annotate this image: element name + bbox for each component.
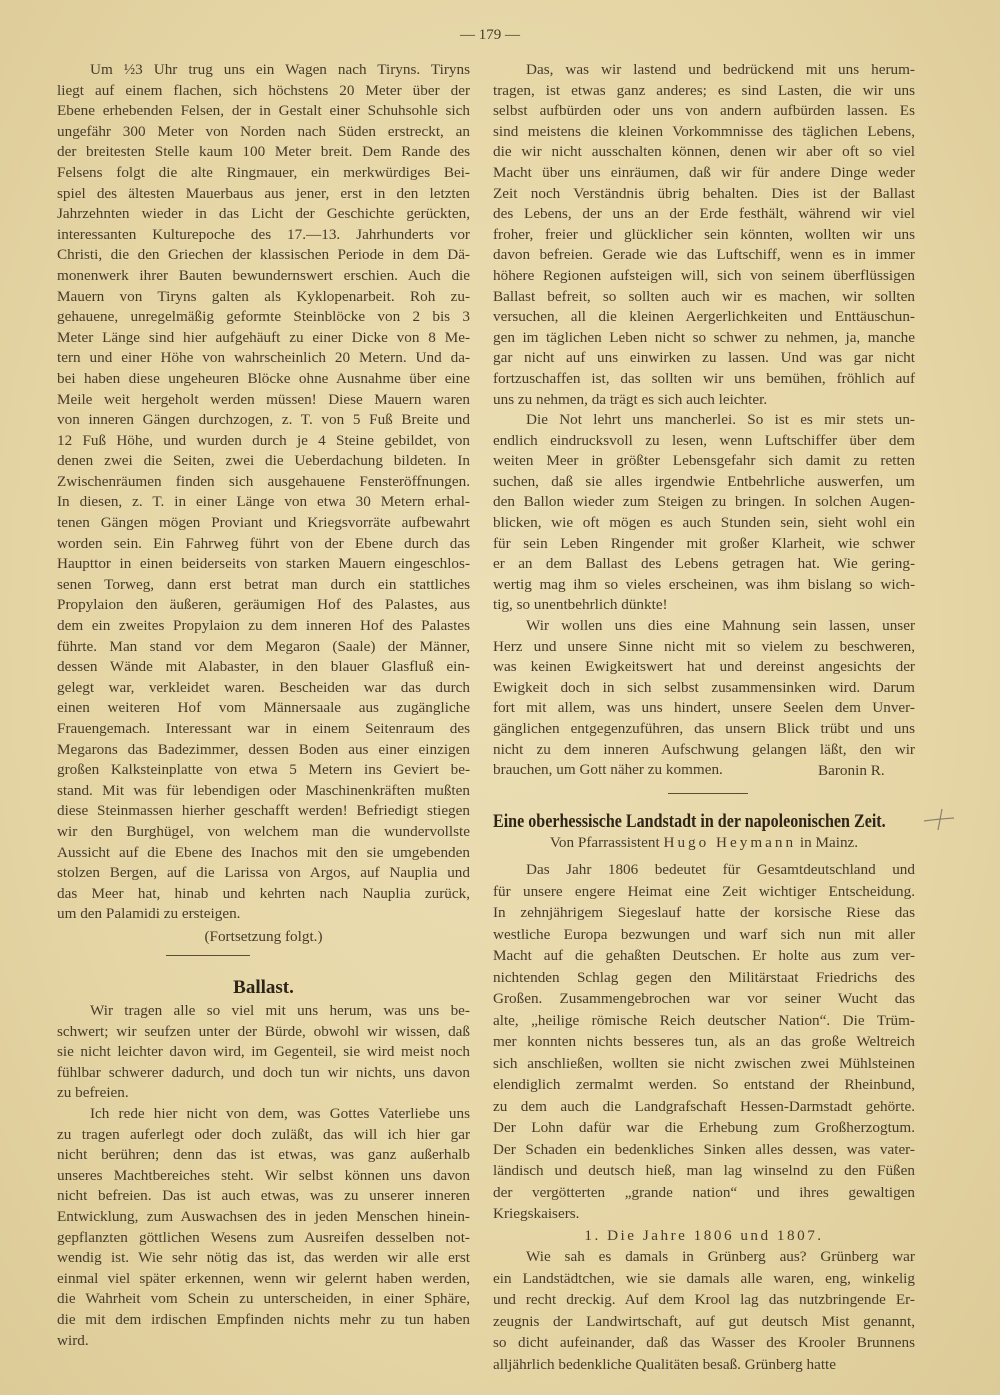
- text-line: schwert; wir seufzen unter der Bürde, obwohl wir wissen, daß: [57, 1022, 470, 1040]
- text-line: Ich rede hier nicht von dem, was Gottes Vaterliebe uns: [90, 1104, 470, 1122]
- paragraph: [493, 60, 915, 410]
- text-line: Großen. Zusammengebrochen war vor seiner Wucht das: [493, 990, 915, 1007]
- text-line: fortzuschaffen ist, das sollten wir uns bemühen, fröhlich auf: [493, 369, 915, 387]
- text-line: Jahrzehnten wieder in das Licht der Geschichte gerückten,: [57, 205, 470, 223]
- text-line: gen im täglichen Leben nicht so schwer zu nehmen, ja, manche: [493, 328, 915, 346]
- text-line: gepflanzten göttlichen Wesens zum Ausreifen desselben not-: [57, 1228, 470, 1246]
- section-divider: [668, 793, 748, 794]
- text-line: Zwischenräumen finden sich ausgehauene Fensteröffnungen.: [57, 472, 470, 490]
- text-line: nicht zu dem inneren Aufschwung gelangen läßt, den wir: [493, 740, 915, 758]
- text-line: selbst aufbürden oder uns von andern aufbürden lassen. Es: [493, 102, 915, 120]
- text-line: Meter Länge sind hier aufgehäuft zu einer Dicke von 8 Me-: [57, 328, 470, 346]
- text-line: die mit dem irdischen Empfinden nichts mehr zu tun haben: [57, 1310, 470, 1328]
- text-line: spiel des ältesten Mauerbaus aus jener, erst in den letzten: [57, 184, 470, 202]
- text-line: zeugnis der Landwirtschaft, auf gut deutsch Mist genannt,: [493, 1312, 915, 1330]
- text-line: gar nicht auf uns einwirken zu lassen. Und was gar nicht: [493, 349, 915, 367]
- byline-suffix: in Mainz.: [799, 834, 859, 851]
- paragraph: [57, 1001, 470, 1104]
- text-line: des Lebens, der uns an der Erde festhält, während wir viel: [493, 205, 915, 223]
- text-line: Megarons das Badezimmer, dessen Boden aus einer einzigen: [57, 740, 470, 758]
- text-line: das Meer hat, hinab und kehrten nach Nauplia zurück,: [57, 884, 470, 902]
- text-line: zu befreien.: [57, 1084, 129, 1102]
- text-line: tragen, ist etwas ganz anderes; es sind Lasten, die wir uns: [493, 81, 915, 99]
- paragraph: [493, 859, 915, 1225]
- text-line: Wir wollen uns dies eine Mahnung sein lassen, unser: [526, 617, 915, 635]
- text-line: für sein Leben Ringender mit großer Klarheit, wie schwer: [493, 534, 915, 552]
- text-line: Die Not lehrt uns mancherlei. So ist es mir stets un-: [526, 411, 915, 429]
- text-line: der breitesten Stelle kaum 100 Meter breit. Dem Rande des: [57, 143, 470, 161]
- article-body: [493, 859, 915, 1375]
- ballast-article-start: [57, 1001, 470, 1351]
- text-line: dem ein zweites Propylaion zu dem inneren Hof des Palastes: [57, 617, 470, 635]
- text-line: suchen, daß sie alles irgendwie Entbehrliche auswerfen, um: [493, 472, 915, 490]
- text-line: was keinen Ewigkeitswert hat und dereinst angesichts der: [493, 658, 915, 676]
- text-line: monenwerk ihrer Bauten bewundernswert erschien. Auch die: [57, 266, 470, 284]
- text-line: so dicht aufeinander, daß das Wasser des Krooler Brunnens: [493, 1334, 915, 1351]
- text-line: einen weiteren Hof vom Männersaale aus zugängliche: [57, 699, 470, 717]
- text-line: Propylaion den äußeren, geräumigen Hof des Palastes, aus: [57, 596, 470, 614]
- article-title: Eine oberhessische Landstadt in der napoleonischen Zeit.: [493, 811, 886, 832]
- text-line: stolzen Bergen, auf die Larissa von Argos, auf Nauplia und: [57, 864, 470, 882]
- continuation-note: (Fortsetzung folgt.): [204, 928, 323, 945]
- text-line: versuchen, all die kleinen Aergerlichkeiten und Enttäuschun-: [493, 308, 915, 326]
- text-line: für unsere engere Heimat eine Zeit wichtiger Entscheidung.: [493, 882, 915, 900]
- text-line: zu tragen auferlegt oder doch zuläßt, das will ich hier gar: [57, 1125, 470, 1143]
- text-line: liegt auf einem flachen, sich höchstens 20 Meter über der: [57, 81, 470, 99]
- text-line: Der Lohn dafür war die Erhebung zum Großherzogtum.: [493, 1119, 915, 1136]
- text-line: Haupttor in einen beiderseits von starken Mauern eingeschlos-: [57, 555, 470, 573]
- author-signature: Baronin R.: [818, 762, 885, 779]
- text-line: Felsens folgt die alte Ringmauer, ein merkwürdiges Bei-: [57, 163, 470, 181]
- text-line: Macht über uns einräumen, daß wir für andere Dinge weder: [493, 163, 915, 181]
- text-line: tern und einer Höhe von wahrscheinlich 20 Metern. Und da-: [57, 349, 470, 367]
- text-line: und recht dreckig. Auf dem Krool lag das nutzbringende Er-: [493, 1291, 915, 1308]
- text-line: sie nicht leichter davon wird, im Gegenteil, sie wird meist noch: [57, 1043, 470, 1061]
- text-line: führte. Man stand vor dem Megaron (Saale) der Männer,: [57, 637, 470, 655]
- text-line: einmal viel später erkennen, wenn wir gelernt haben werden,: [57, 1269, 470, 1287]
- text-line: großen Kalksteinplatte von etwa 5 Metern ins Geviert be-: [57, 761, 470, 779]
- text-line: wertig mag ihm so vieles erscheinen, was ihm bislang so wich-: [493, 575, 915, 593]
- page-number: — 179 —: [460, 27, 520, 43]
- text-line: blicken, wie oft mögen es auch Stunden sein, sieht wohl ein: [493, 514, 915, 532]
- text-line: unseres Machtbereiches steht. Wir selbst können uns davon: [57, 1166, 470, 1184]
- text-line: fort mit allem, was uns hindert, unsere Seelen dem Unver-: [493, 699, 915, 717]
- text-line: In diesen, z. T. in einer Länge von etwa 30 Metern erhal-: [57, 493, 470, 511]
- text-line: Wir tragen alle so viel mit uns herum, was uns be-: [90, 1002, 470, 1019]
- text-line: den Ballon wieder zum Steigen zu bringen. In solchen Augen-: [493, 493, 915, 511]
- text-line: Kriegskaisers.: [493, 1205, 580, 1222]
- text-line: Um ½3 Uhr trug uns ein Wagen nach Tiryns. Tiryns: [90, 61, 470, 78]
- text-line: um den Palamidi zu ersteigen.: [57, 905, 241, 923]
- text-line: sich anschließen, wollten sie nicht zwischen zwei Mühlsteinen: [493, 1054, 915, 1072]
- text-line: ländisch und deutsch hieß, man lag winselnd zu den Füßen: [493, 1162, 915, 1179]
- paragraph: [493, 410, 915, 616]
- text-line: Frauengemach. Interessant war in einem Seitenraum des: [57, 720, 470, 737]
- text-line: der vergötterten „grande nation“ und ihres gewaltigen: [493, 1183, 915, 1201]
- text-line: gänglichen entgegenzuführen, das unsern Blick trübt und uns: [493, 720, 915, 737]
- article-continuation-tiryns: [57, 60, 470, 925]
- paragraph: [493, 1246, 915, 1375]
- text-line: senen Torweg, dann erst betrat man durch ein stattliches: [57, 575, 470, 593]
- text-line: davon befreien. Gerade wie das Luftschiff, wenn es in immer: [493, 246, 915, 264]
- text-line: interessanten Kulturepoche des 17.—13. Jahrhunderts vor: [57, 225, 470, 243]
- text-line: wird.: [57, 1331, 89, 1349]
- text-line: Ebene erhebenden Felsen, der in Gestalt einer Schuhsohle sich: [57, 102, 470, 120]
- text-line: nicht befreien. Das ist auch etwas, was zu unserer inneren: [57, 1187, 470, 1205]
- text-line: Ballast befreit, so sollten auch wir es machen, wir sollten: [493, 287, 915, 305]
- text-line: uns zu nehmen, da trägt es sich auch leichter.: [493, 390, 768, 408]
- text-line: nicht berühren; denn das ist etwas, was ganz außerhalb: [57, 1146, 470, 1164]
- paragraph: [493, 616, 915, 781]
- text-line: gelegt war, verkleidet waren. Bescheiden war das durch: [57, 678, 470, 696]
- text-line: er an dem Ballast des Lebens getragen hat. Wie gering-: [493, 555, 915, 573]
- text-line: nichtenden Schlag gegen den Militärstaat Friedrichs des: [493, 968, 915, 986]
- text-line: froher, freier und glücklicher sein könnten, wollten wir uns: [493, 225, 915, 243]
- text-line: dessen Wände mit Alabaster, in den blauer Glasfluß ein-: [57, 658, 470, 676]
- text-line: alljährlich bedenkliche Qualitäten besaß. Grünberg hatte: [493, 1355, 836, 1373]
- text-line: tig, so unentbehrlich dünkte!: [493, 596, 668, 614]
- text-line: von inneren Gängen durchzogen, z. T. von 5 Fuß Breite und: [57, 411, 470, 429]
- section-divider: [166, 955, 250, 956]
- text-line: gehauene, unregelmäßig geformte Steinblöcke von 2 bis 3: [57, 308, 470, 326]
- text-line: stand. Mit was für lebendigen oder Maschinenkräften mußten: [57, 781, 470, 799]
- text-line: weiten Meer in größter Lebensgefahr sich damit zu retten: [493, 452, 915, 470]
- text-line: Aussicht auf die Ebene des Inachos mit den sie umgebenden: [57, 843, 470, 861]
- text-line: wendig ist. Wie sehr nötig das ist, das werden wir alle erst: [57, 1249, 470, 1267]
- text-line: Das Jahr 1806 bedeutet für Gesamtdeutschland und: [526, 861, 915, 878]
- text-line: höhere Regionen aufsteigen will, sich von seinem überflüssigen: [493, 266, 915, 284]
- text-line: tenen Gängen mögen Proviant und Kriegsvorräte aufbewahrt: [57, 514, 470, 532]
- text-line: fühlbar schwerer dadurch, und doch tun wir nichts, uns davon: [57, 1063, 470, 1081]
- text-line: endlich eindrucksvoll zu lesen, wenn Luftschiffer über dem: [493, 431, 915, 449]
- text-line: Ewigkeit doch in sich selbst zusammensinken wird. Darum: [493, 678, 915, 696]
- text-line: 12 Fuß Höhe, und wurden durch je 4 Steine gebildet, von: [57, 431, 470, 449]
- text-line: sind meistens die kleinen Vorkommnisse des täglichen Lebens,: [493, 122, 915, 140]
- text-line: diese Steinmassen hierher geschafft werden! Befriedigt stiegen: [57, 802, 470, 820]
- article-byline: [493, 833, 915, 853]
- pencil-mark-icon: [922, 806, 956, 832]
- text-line: Macht auf die gehaßten Deutschen. Er holte aus zum ver-: [493, 947, 915, 964]
- byline-prefix: Von Pfarrassistent: [549, 834, 660, 851]
- byline-author: Hugo Heymann: [663, 834, 797, 851]
- text-line: ein Landstädtchen, wie sie damals alle waren, eng, winkelig: [493, 1269, 915, 1287]
- text-line: Meile weit hergeholt werden müssen! Diese Mauern waren: [57, 390, 470, 408]
- text-line: westliche Europa bezwungen und warf sich nun mit aller: [493, 925, 915, 943]
- section-heading: [493, 1225, 915, 1247]
- text-line: In zehnjährigem Siegeslauf hatte der korsische Riese das: [493, 904, 915, 921]
- text-line: Herz und unsere Sinne nicht mit so vielem zu beschweren,: [493, 637, 915, 655]
- paragraph: [57, 1104, 470, 1351]
- text-line: Wie sah es damals in Grünberg aus? Grünberg war: [526, 1248, 915, 1265]
- text-line: bei haben diese ungeheuren Blöcke ohne Ausnahme über eine: [57, 369, 470, 387]
- paragraph: [57, 60, 470, 925]
- text-line: 1. Die Jahre 1806 und 1807.: [584, 1226, 824, 1244]
- text-line: Der Schaden ein bedenkliches Sinken alles dessen, was vater-: [493, 1140, 915, 1158]
- text-line: Zeit noch Verständnis übrig behalten. Dies ist der Ballast: [493, 184, 915, 202]
- text-line: elendiglich zermalmt werden. So entstand der Rheinbund,: [493, 1076, 915, 1093]
- text-line: denen zwei die Seiten, zwei die Ueberdachung bildeten. In: [57, 452, 470, 470]
- ballast-title: Ballast.: [233, 977, 294, 998]
- text-line: alte, „heilige römische Reich deutscher Nation“. Die Trüm-: [493, 1011, 915, 1029]
- text-line: wir den Burghügel, von welchem man die wundervollste: [57, 822, 470, 840]
- text-line: die Wahrheit vom Schein zu unterscheiden, in einer Sphäre,: [57, 1290, 470, 1308]
- text-line: worden sein. Ein Fahrweg führt von der Ebene durch das: [57, 534, 470, 552]
- text-line: die wir nicht ausschalten können, denen wir aber oft so viel: [493, 143, 915, 161]
- text-line: Das, was wir lastend und bedrückend mit uns herum-: [526, 61, 915, 78]
- text-line: mer konnten nichts besseres tun, als an das große Weltreich: [493, 1033, 915, 1050]
- ballast-article-continued: [493, 60, 915, 781]
- text-line: ungefähr 300 Meter von Norden nach Süden erstreckt, an: [57, 122, 470, 140]
- text-line: Christi, die den Griechen der klassischen Periode in dem Dä-: [57, 246, 470, 264]
- text-line: Mauern von Tiryns galten als Kyklopenarbeit. Roh zu-: [57, 287, 470, 305]
- text-line: zu dem auch die Landgrafschaft Hessen-Darmstadt gehörte.: [493, 1097, 915, 1115]
- text-line: brauchen, um Gott näher zu kommen.: [493, 761, 723, 779]
- text-line: Entwicklung, zum Auswachsen des in jeden Menschen hinein-: [57, 1207, 470, 1225]
